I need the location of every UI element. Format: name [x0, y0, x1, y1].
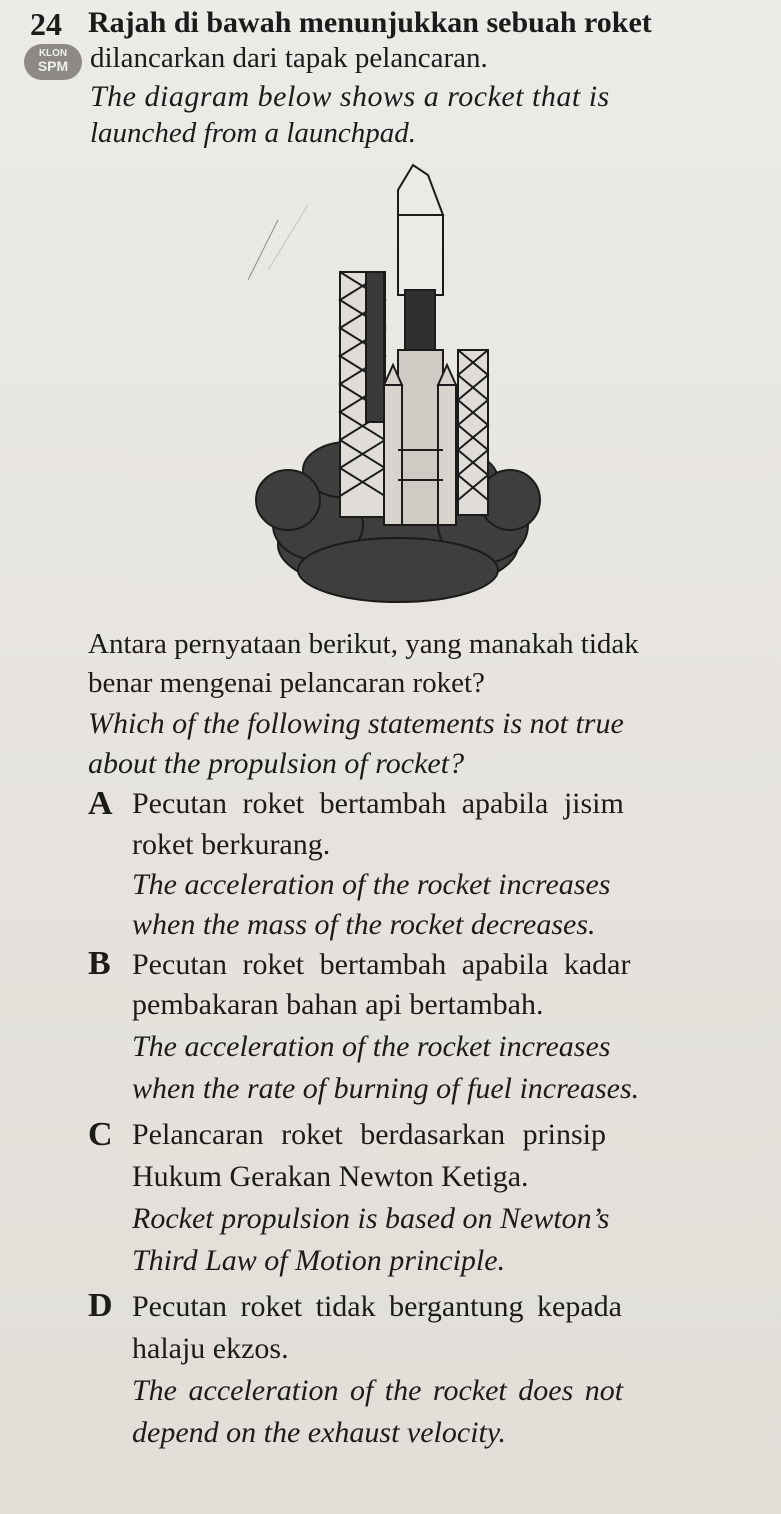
- ask-ms-line1: Antara pernyataan berikut, yang manakah tidak: [88, 628, 639, 660]
- option-a-ms-line2: roket berkurang.: [132, 828, 331, 861]
- rocket-diagram: [248, 160, 548, 605]
- option-c-en-line1: Rocket propulsion is based on Newton’s: [132, 1202, 610, 1235]
- option-c-ms-line1: Pelancaran roket berdasarkan prinsip: [132, 1118, 606, 1151]
- option-a-ms-line1: Pecutan roket bertambah apabila jisim: [132, 787, 624, 820]
- option-b-en-line1: The acceleration of the rocket increases: [132, 1030, 611, 1063]
- option-d-ms-line2: halaju ekzos.: [132, 1332, 289, 1365]
- option-b-en-line2: when the rate of burning of fuel increases.: [132, 1072, 640, 1105]
- question-number: 24: [30, 6, 62, 42]
- ask-en-line1: Which of the following statements is not true: [88, 707, 624, 740]
- option-a-en-line1: The acceleration of the rocket increases: [132, 868, 611, 901]
- badge-line2: SPM: [37, 58, 69, 74]
- option-c-ms-line2: Hukum Gerakan Newton Ketiga.: [132, 1160, 529, 1193]
- option-b-ms-line2: pembakaran bahan api bertambah.: [132, 988, 544, 1021]
- option-a-letter: A: [88, 785, 113, 822]
- option-b-letter: B: [88, 945, 111, 982]
- option-d-en-line2: depend on the exhaust velocity.: [132, 1416, 507, 1449]
- option-d-en-line1: The acceleration of the rocket does not: [132, 1374, 624, 1407]
- stem-ms-line2: dilancarkan dari tapak pelancaran.: [90, 42, 488, 74]
- ask-en-line2: about the propulsion of rocket?: [88, 747, 465, 780]
- spm-badge: [24, 44, 82, 80]
- option-c-en-line2: Third Law of Motion principle.: [132, 1244, 506, 1277]
- ask-ms-line2: benar mengenai pelancaran roket?: [88, 667, 485, 699]
- stem-en-line1: The diagram below shows a rocket that is: [90, 80, 610, 113]
- stem-ms-line1: Rajah di bawah menunjukkan sebuah roket: [88, 6, 652, 39]
- stem-en-line2: launched from a launchpad.: [90, 117, 416, 149]
- badge-line1: KLON: [38, 48, 68, 59]
- option-b-ms-line1: Pecutan roket bertambah apabila kadar: [132, 948, 631, 981]
- option-d-ms-line1: Pecutan roket tidak bergantung kepada: [132, 1290, 622, 1323]
- option-c-letter: C: [88, 1116, 113, 1153]
- rocket-body: [384, 165, 456, 525]
- option-d-letter: D: [88, 1287, 113, 1324]
- option-a-en-line2: when the mass of the rocket decreases.: [132, 908, 596, 941]
